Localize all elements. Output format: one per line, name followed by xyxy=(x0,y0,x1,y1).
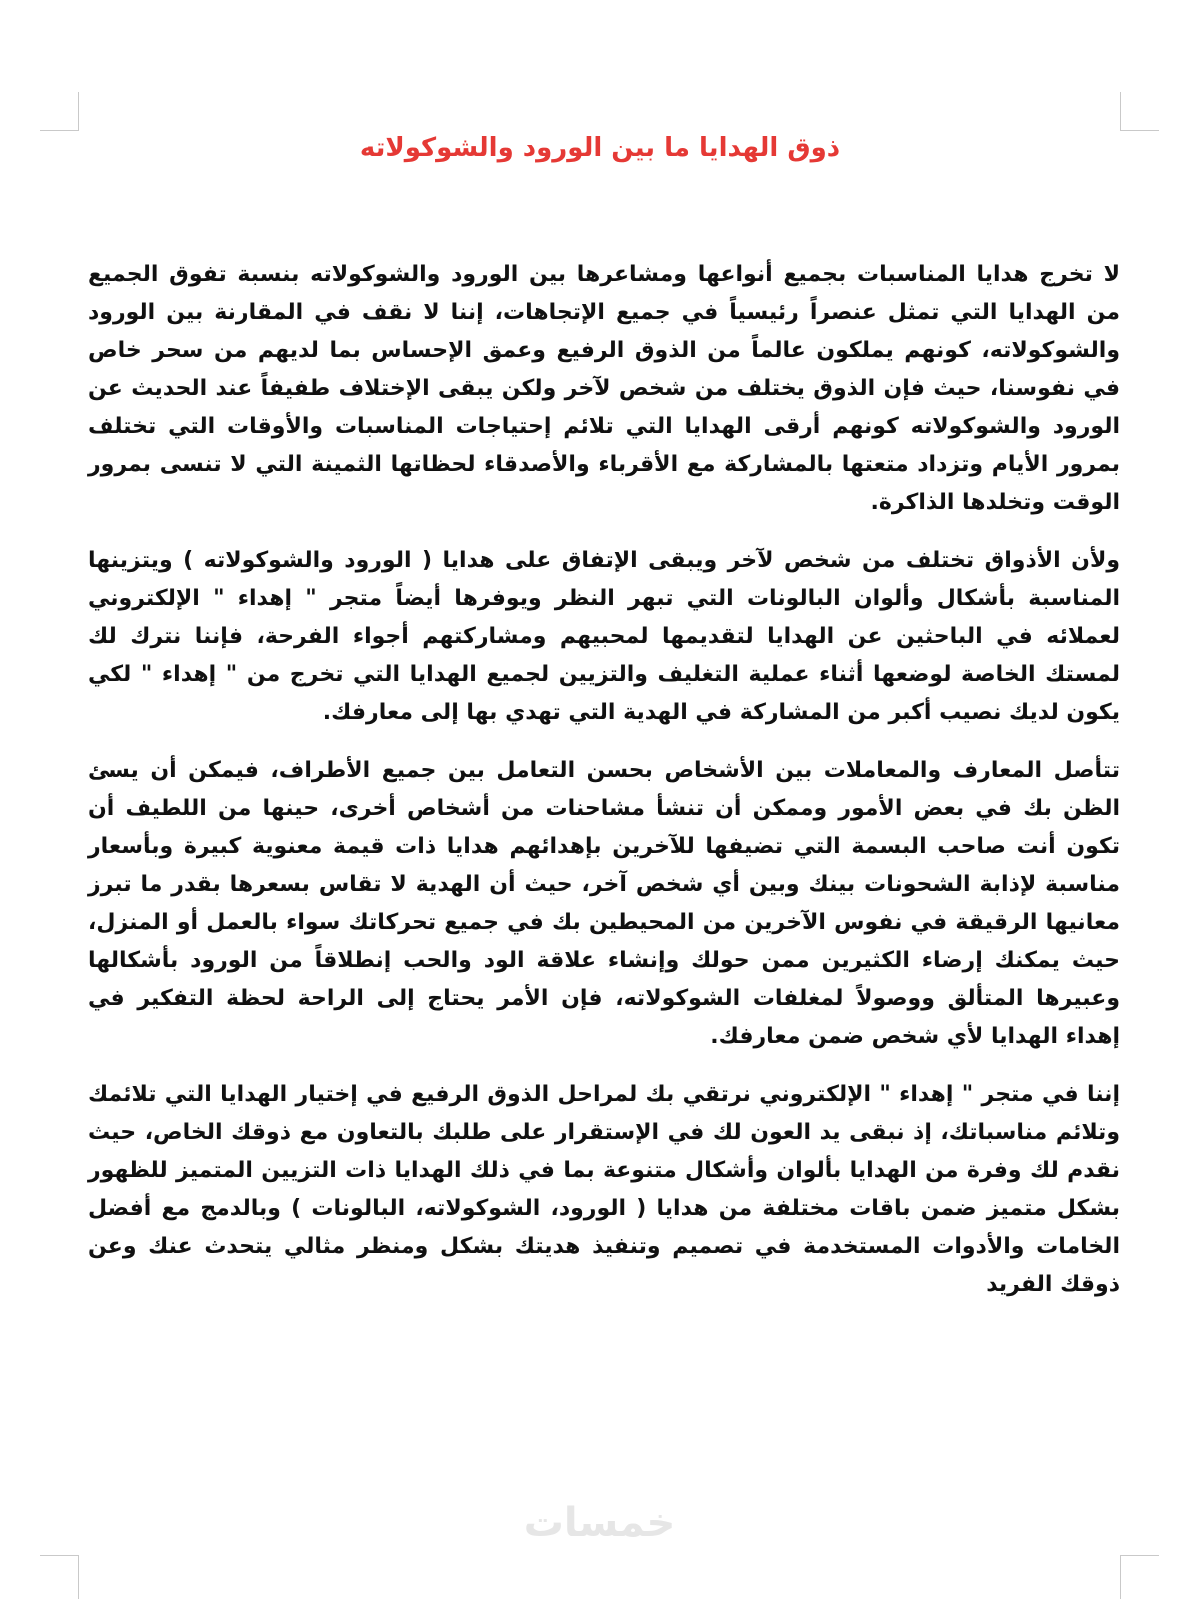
paragraph-2: ولأن الأذواق تختلف من شخص لآخر ويبقى الإتفاق على هدايا ( الورود والشوكولاته ) ويتزينها المناسبة بأشكال وألوان البالونات التي تبهر النظر ويوفرها أيضاً متجر " إهداء " الإلكتروني لعملائه في الباحثين عن الهدايا لتقديمها لمحبيهم ومشاركتهم أجواء الفرحة، فإننا نترك لك لمستك الخاصة لوضعها أثناء عملية التغليف والتزيين لجميع الهدايا التي تخرج من " إهداء " لكي يكون لديك نصيب أكبر من المشاركة في الهدية التي تهدي بها إلى معارفك. xyxy=(88,548,1120,725)
paragraph-1: لا تخرج هدايا المناسبات بجميع أنواعها ومشاعرها بين الورود والشوكولاته بنسبة تفوق الجميع من الهدايا التي تمثل عنصراً رئيسياً في جميع الإتجاهات، إننا لا نقف في المقارنة بين الورود والشوكولاته، كونهم يملكون عالماً من الذوق الرفيع وعمق الإحساس بما لديهم من سحر خاص في نفوسنا، حيث فإن الذوق يختلف من شخص لآخر ولكن يبقى الإختلاف طفيفاً عند الحديث عن الورود والشوكولاته كونهم أرقى الهدايا التي تلائم إحتياجات المناسبات والأوقات التي تختلف بمرور الأيام وتزداد متعتها بالمشاركة مع الأقرباء والأصدقاء لحظاتها الثمينة التي لا تنسى بمرور الوقت وتخلدها الذاكرة. xyxy=(88,262,1120,515)
document-title: ذوق الهدايا ما بين الورود والشوكولاته xyxy=(359,133,841,163)
corner-mark-bottom-right xyxy=(1120,1555,1159,1599)
paragraph-4: إننا في متجر " إهداء " الإلكتروني نرتقي بك لمراحل الذوق الرفيع في إختيار الهدايا التي تلائمك وتلائم مناسباتك، إذ نبقى يد العون لك في الإستقرار على طلبك بالتعاون مع ذوقك الخاص، حيث نقدم لك وفرة من الهدايا بألوان وأشكال متنوعة بما في ذلك الهدايا ذات التزيين المتميز للظهور بشكل متميز ضمن باقات مختلفة من هدايا ( الورود، الشوكولاته، البالونات ) وبالدمج مع أفضل الخامات والأدوات المستخدمة في تصميم وتنفيذ هديتك بشكل ومنظر مثالي يتحدث عنك وعن ذوقك الفريد xyxy=(88,1082,1120,1297)
corner-mark-bottom-left xyxy=(40,1555,79,1599)
corner-mark-top-left xyxy=(40,92,79,131)
watermark-logo: خمسات xyxy=(523,1500,676,1546)
corner-mark-top-right xyxy=(1120,92,1159,131)
document-body xyxy=(88,256,1120,1324)
paragraph-3: تتأصل المعارف والمعاملات بين الأشخاص بحسن التعامل بين جميع الأطراف، فيمكن أن يسئ الظن بك في بعض الأمور وممكن أن تنشأ مشاحنات من أشخاص أخرى، حينها من اللطيف أن تكون أنت صاحب البسمة التي تضيفها للآخرين بإهدائهم هدايا ذات قيمة معنوية كبيرة وبأسعار مناسبة لإذابة الشحونات بينك وبين أي شخص آخر، حيث أن الهدية لا تقاس بسعرها بقدر ما تبرز معانيها الرقيقة في نفوس الآخرين من المحيطين بك في جميع تحركاتك سواء بالعمل أو المنزل، حيث يمكنك إرضاء الكثيرين ممن حولك وإنشاء علاقة الود والحب إنطلاقاً من الورود بأشكالها وعبيرها المتألق ووصولاً لمغلفات الشوكولاته، فإن الأمر يحتاج إلى الراحة لحظة التفكير في إهداء الهدايا لأي شخص ضمن معارفك. xyxy=(88,758,1120,1049)
